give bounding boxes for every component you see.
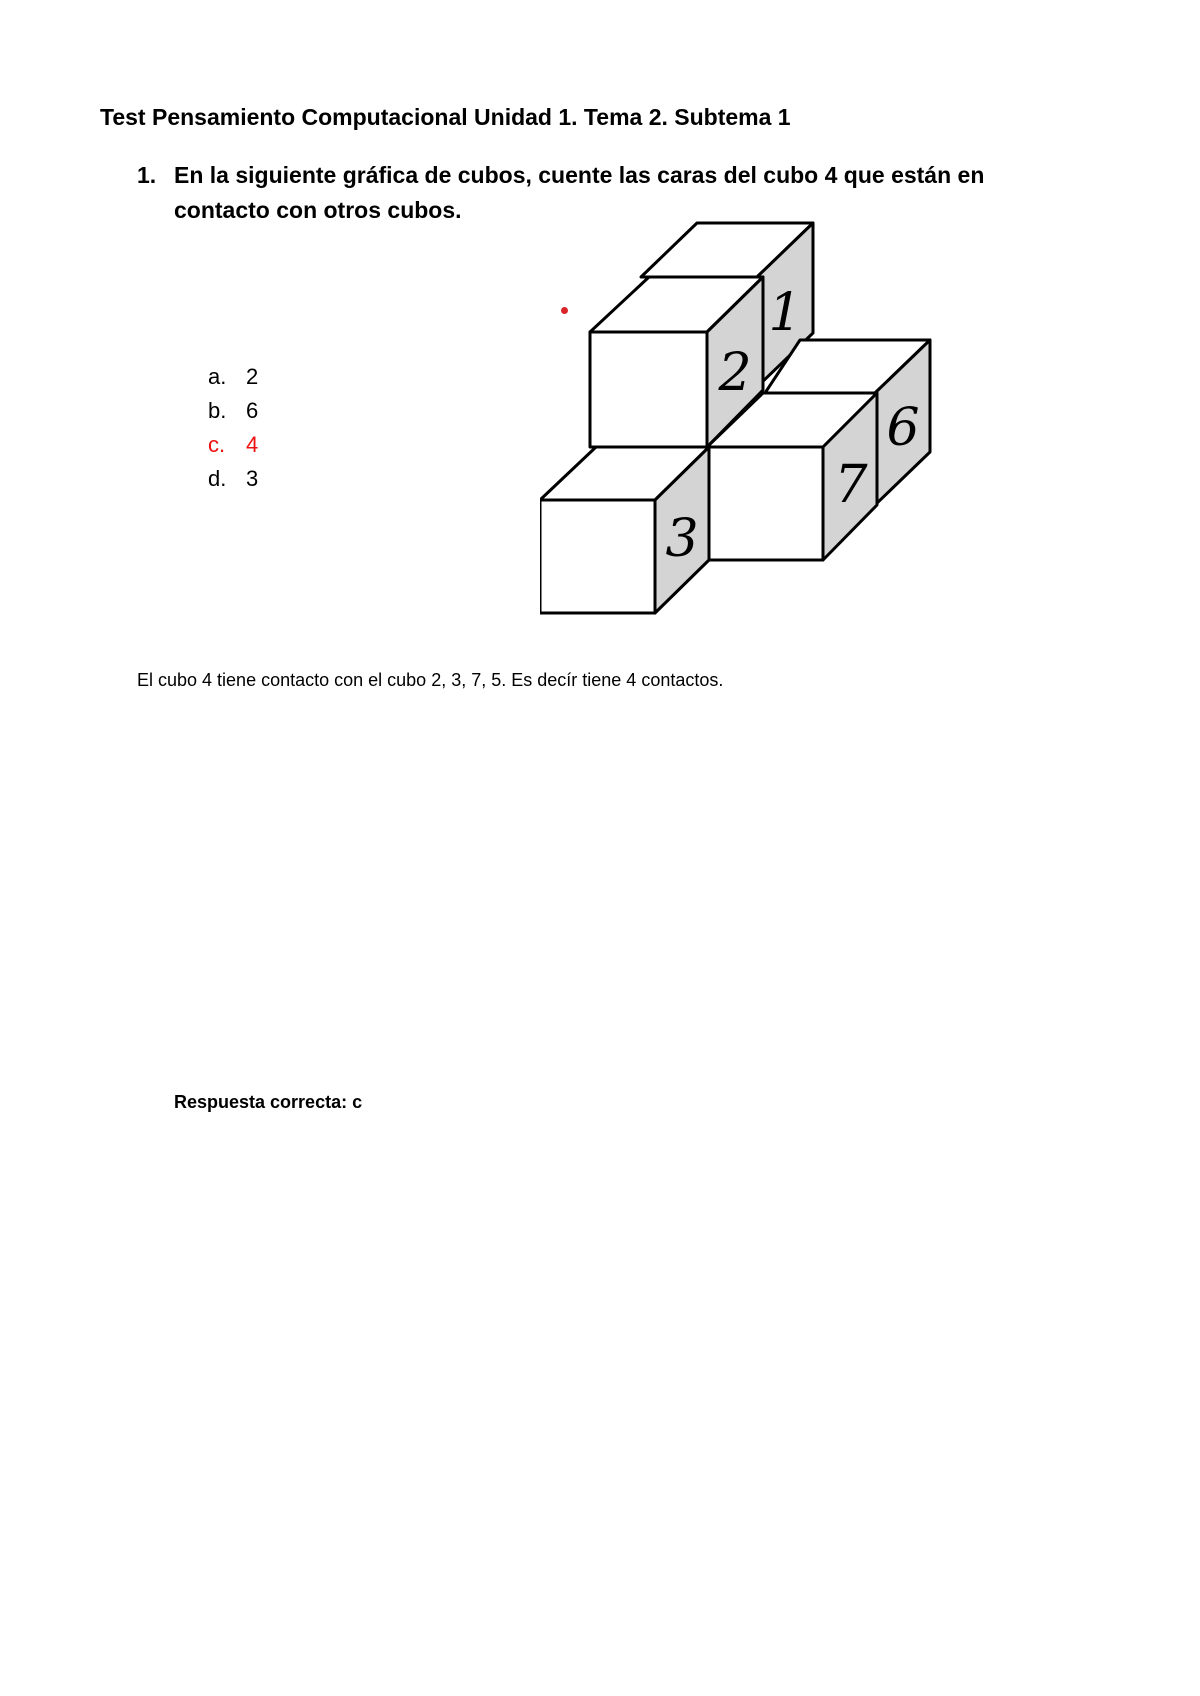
option-value: 3: [246, 466, 259, 491]
cube-figure: [540, 220, 940, 620]
option-letter: c.: [208, 432, 226, 457]
option-b: [208, 394, 258, 428]
document-title: Test Pensamiento Computacional Unidad 1. Tema 2. Subtema 1: [100, 104, 791, 130]
cube-label-3: 3: [665, 509, 699, 569]
cube-label-6: 6: [886, 398, 920, 458]
correct-answer: Respuesta correcta: c: [174, 1092, 363, 1112]
option-a: [208, 360, 258, 394]
cube-label-2: 2: [718, 343, 752, 403]
option-letter: b.: [208, 398, 227, 423]
question-number: 1.: [137, 162, 157, 188]
option-d: [208, 462, 258, 496]
answer-options: [208, 360, 258, 496]
explanation-text: El cubo 4 tiene contacto con el cubo 2, 3, 7, 5. Es decír tiene 4 contactos.: [137, 670, 724, 690]
question-text: En la siguiente gráfica de cubos, cuente las caras del cubo 4 que están en contacto con otros cubos.: [174, 162, 985, 223]
option-c: [208, 428, 258, 462]
option-value: 6: [246, 398, 259, 423]
option-value: 2: [246, 364, 259, 389]
option-letter: a.: [208, 364, 227, 389]
cube-label-1: 1: [768, 283, 802, 343]
cube-label-7: 7: [834, 455, 868, 515]
option-value: 4: [246, 432, 259, 457]
option-letter: d.: [208, 466, 227, 491]
